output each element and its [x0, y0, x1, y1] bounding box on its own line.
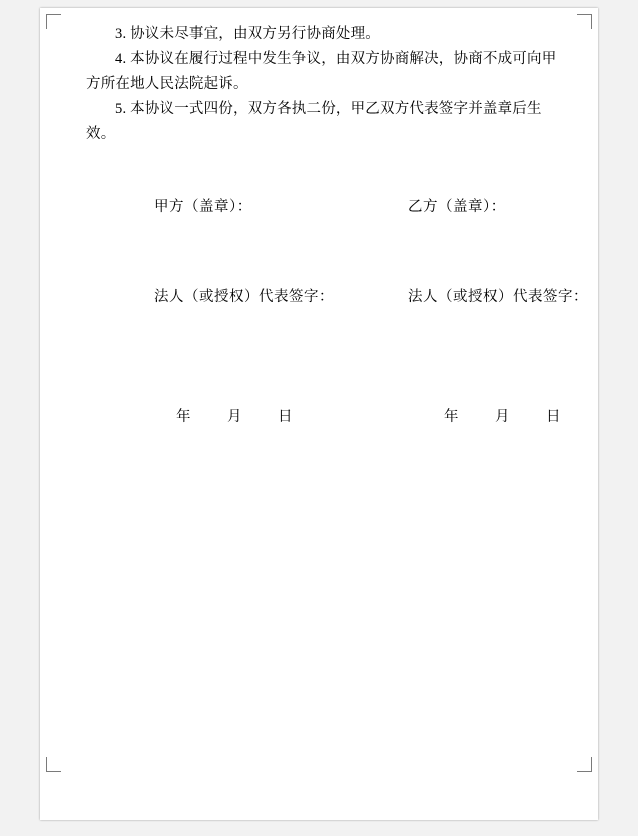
party-b-seal-label: 乙方（盖章）： [408, 199, 506, 215]
document-page [40, 8, 598, 820]
party-b-year-label: 年 [444, 409, 459, 425]
crop-mark-bottom-right [577, 757, 592, 772]
clause-paragraph-4: 4. 本协议在履行过程中发生争议，由双方协商解决，协商不成可向甲方所在地人民法院起诉。 [86, 51, 557, 92]
crop-mark-bottom-left [46, 757, 61, 772]
party-a-day-label: 日 [278, 409, 293, 425]
party-b-month-label: 月 [495, 409, 510, 425]
clause-paragraph-3: 3. 协议未尽事宜，由双方另行协商处理。 [115, 26, 380, 42]
clause-paragraph-5: 5. 本协议一式四份，双方各执二份，甲乙双方代表签字并盖章后生效。 [86, 101, 542, 142]
party-b-date-line [444, 405, 561, 426]
party-a-month-label: 月 [227, 409, 242, 425]
party-a-date-line [176, 405, 293, 426]
party-a-year-label: 年 [176, 409, 191, 425]
party-b-representative-label: 法人（或授权）代表签字： [408, 289, 588, 305]
crop-mark-top-right [577, 14, 592, 29]
party-b-day-label: 日 [546, 409, 561, 425]
party-a-representative-label: 法人（或授权）代表签字： [154, 289, 334, 305]
document-content [86, 22, 588, 445]
signature-block [86, 195, 588, 445]
party-a-seal-label: 甲方（盖章）： [154, 199, 252, 215]
crop-mark-top-left [46, 14, 61, 29]
